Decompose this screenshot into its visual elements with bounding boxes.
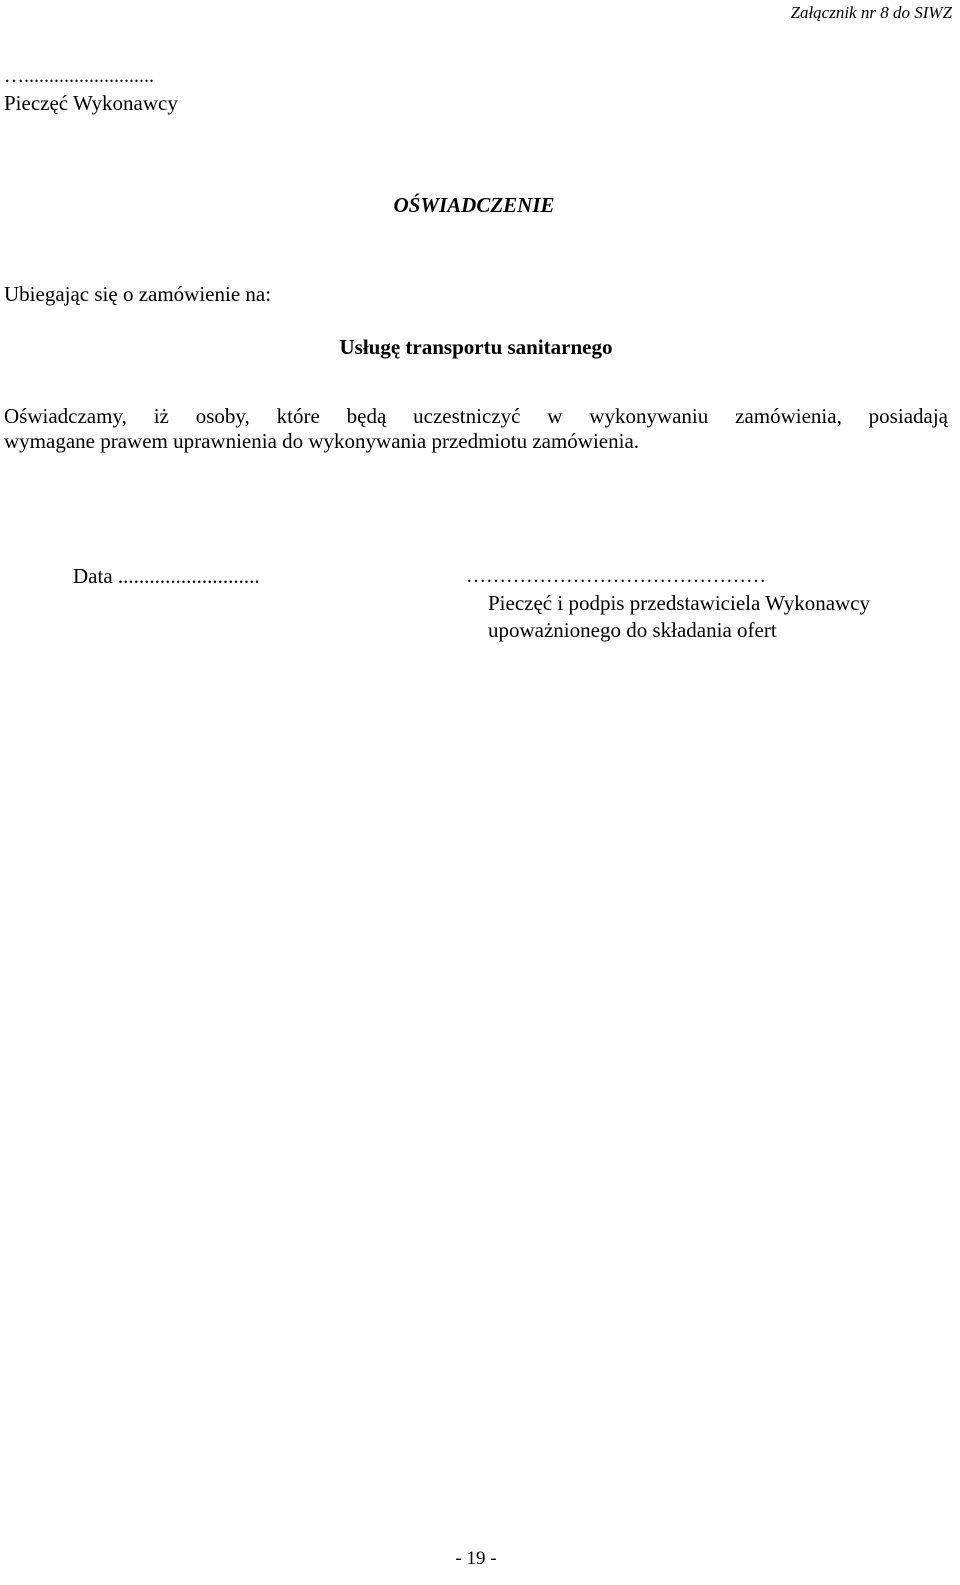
contractor-stamp-label: Pieczęć Wykonawcy	[4, 91, 178, 115]
page-number: - 19 -	[455, 1548, 497, 1569]
document-title: OŚWIADCZENIE	[393, 193, 555, 217]
signature-caption: Pieczęć i podpis przedstawiciela Wykonawcy	[488, 591, 871, 615]
signature-caption: upoważnionego do składania ofert	[488, 618, 777, 642]
signature-placeholder: ………………………………………	[466, 565, 766, 587]
annex-label: Załącznik nr 8 do SIWZ	[790, 3, 952, 22]
intro-text: Ubiegając się o zamówienie na:	[4, 282, 272, 306]
contractor-stamp-placeholder: …..........................	[4, 65, 154, 87]
statement-line: Oświadczamy, iż osoby, które będą uczestniczyć w wykonywaniu zamówienia, posiadają	[4, 404, 948, 428]
order-subject: Usługę transportu sanitarnego	[339, 335, 613, 359]
date-field: Data ...........................	[73, 564, 260, 588]
statement-paragraph	[4, 404, 948, 454]
statement-line: wymagane prawem uprawnienia do wykonywania przedmiotu zamówienia.	[4, 429, 640, 453]
